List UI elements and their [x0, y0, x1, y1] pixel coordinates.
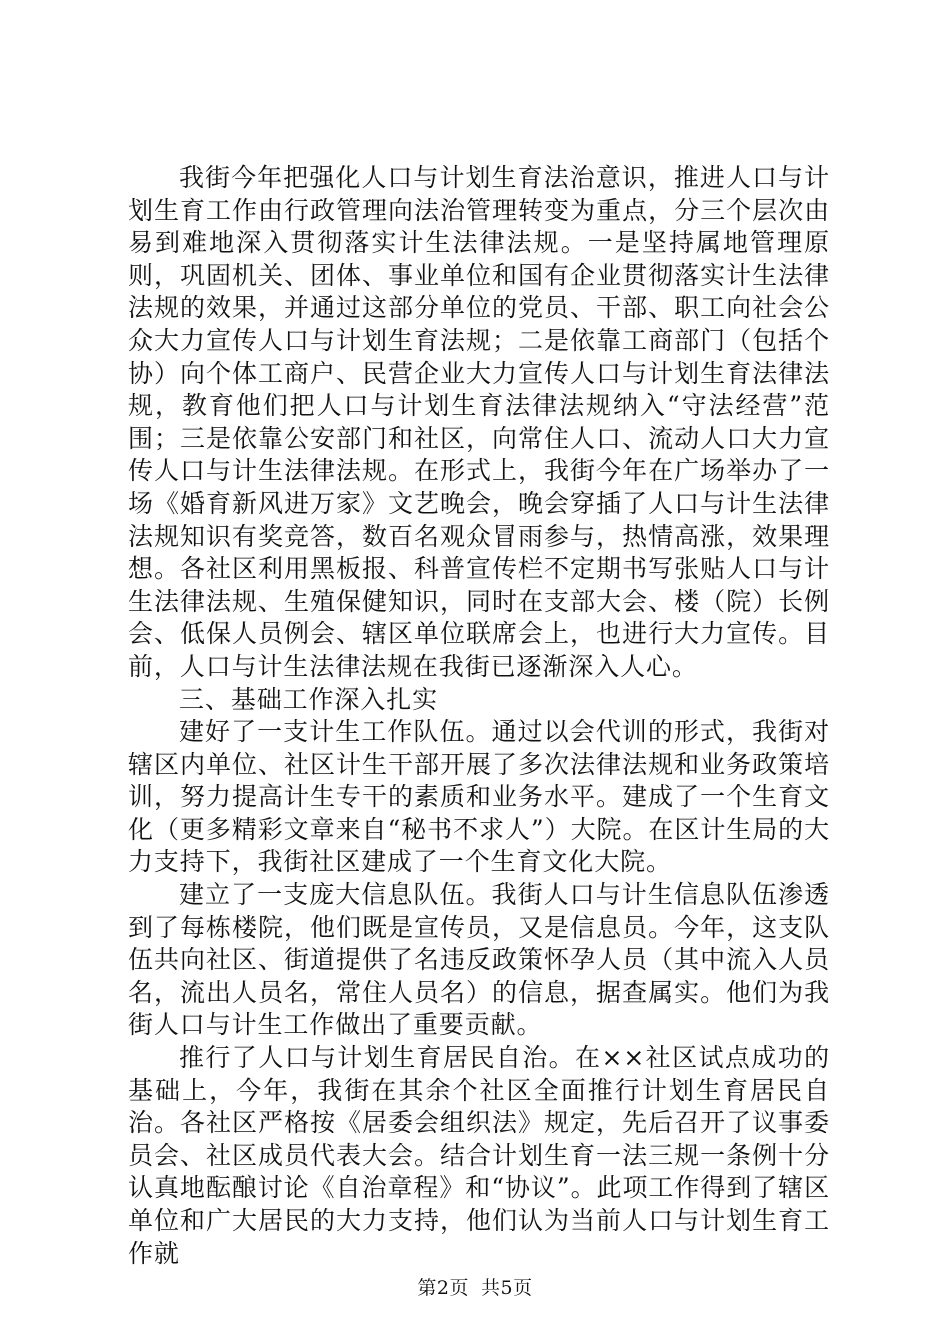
page-footer — [0, 1273, 950, 1300]
page-total: 共5页 — [481, 1277, 533, 1299]
body-text — [128, 162, 830, 1270]
paragraph-info-team: 建立了一支庞大信息队伍。我街人口与计生信息队伍渗透到了每栋楼院，他们既是宣传员，又是信息员。今年，这支队伍共向社区、街道提供了名违反政策怀孕人员（其中流入人员名，流出人员名，常住人员名）的信息，据查属实。他们为我街人口与计生工作做出了重要贡献。 — [128, 880, 830, 1040]
page-number: 第2页 — [417, 1277, 469, 1299]
paragraph-work-team: 建好了一支计生工作队伍。通过以会代训的形式，我街对辖区内单位、社区计生干部开展了多次法律法规和业务政策培训，努力提高计生专干的素质和业务水平。建成了一个生育文化（更多精彩文章来自“秘书不求人”）大院。在区计生局的大力支持下，我街社区建成了一个生育文化大院。 — [128, 717, 830, 877]
paragraph-resident-autonomy: 推行了人口与计划生育居民自治。在××社区试点成功的基础上，今年，我街在其余个社区全面推行计划生育居民自治。各社区严格按《居委会组织法》规定，先后召开了议事委员会、社区成员代表大会。结合计划生育一法三规一条例十分认真地酝酿讨论《自治章程》和“协议”。此项工作得到了辖区单位和广大居民的大力支持，他们认为当前人口与计划生育工作就 — [128, 1043, 830, 1268]
section-heading-basic-work: 三、基础工作深入扎实 — [179, 684, 439, 714]
paragraph-legal-publicity: 我街今年把强化人口与计划生育法治意识，推进人口与计划生育工作由行政管理向法治管理转变为重点，分三个层次由易到难地深入贯彻落实计生法律法规。一是坚持属地管理原则，巩固机关、团体、事业单位和国有企业贯彻落实计生法律法规的效果，并通过这部分单位的党员、干部、职工向社会公众大力宣传人口与计划生育法规；二是依靠工商部门（包括个协）向个体工商户、民营企业大力宣传人口与计划生育法律法规，教育他们把人口与计划生育法律法规纳入“守法经营”范围；三是依靠公安部门和社区，向常住人口、流动人口大力宣传人口与计生法律法规。在形式上，我街今年在广场举办了一场《婚育新风进万家》文艺晚会，晚会穿插了人口与计生法律法规知识有奖竞答，数百名观众冒雨参与，热情高涨，效果理想。各社区利用黑板报、科普宣传栏不定期书写张贴人口与计生法律法规、生殖保健知识，同时在支部大会、楼（院）长例会、低保人员例会、辖区单位联席会上，也进行大力宣传。目前，人口与计生法律法规在我街已逐渐深入人心。 — [128, 163, 830, 681]
